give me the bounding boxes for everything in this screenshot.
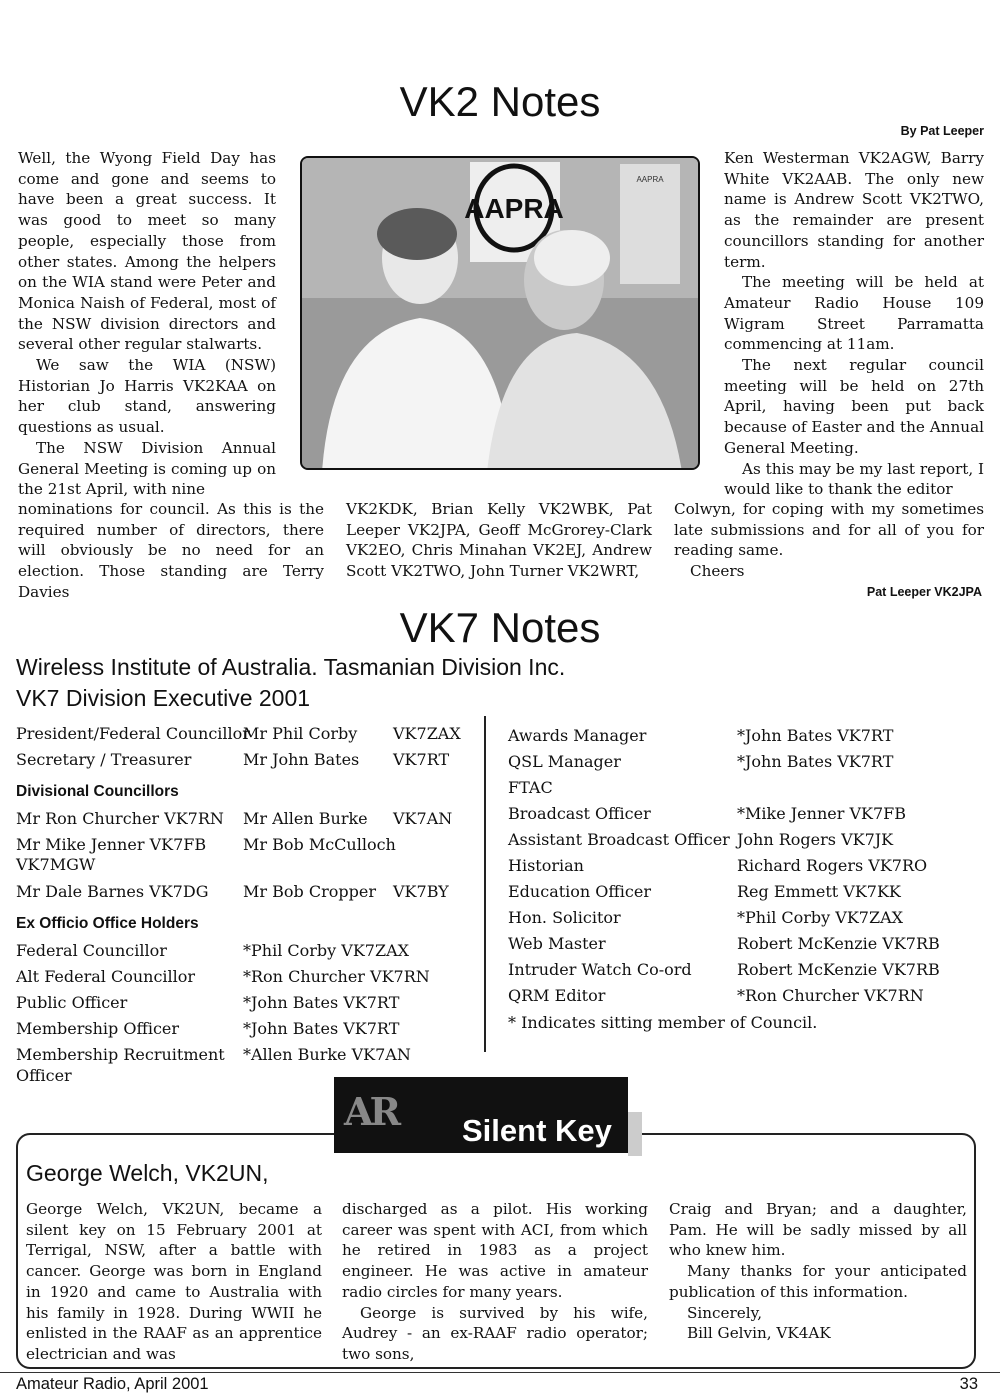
photo-poster-text: AAPRA (636, 175, 664, 184)
office-holder: Reg Emmett VK7KK (737, 882, 901, 901)
ex-officio-role: Membership Recruitment (16, 1045, 225, 1064)
office-holder: Robert McKenzie VK7RB (737, 960, 940, 979)
ar-logo: AR (344, 1089, 398, 1134)
obituary-col2-para-1: discharged as a pilot. His working career was spent with ACI, from which he retired in 1983 as a project engineer. He was active in amateur radio circles for many years. (342, 1200, 648, 1301)
silent-key-banner (334, 1077, 628, 1153)
ex-officio-role: Alt Federal Councillor (16, 967, 196, 986)
obituary-col2-para-2: George is survived by his wife, Audrey - an ex-RAAF radio operator; two sons, (342, 1303, 648, 1363)
obituary-heading: George Welch, VK2UN, (26, 1160, 269, 1186)
vk2-title: VK2 Notes (399, 78, 601, 125)
office-role: FTAC (508, 778, 553, 797)
obituary-col3-para-1: Craig and Bryan; and a daughter, Pam. He will be sadly missed by all who knew him. (669, 1200, 967, 1260)
vk2-col3-para-4: As this may be my last report, I would like to thank the editor (724, 459, 984, 499)
councillor-call: VK7BY (393, 882, 449, 901)
office-role: QRM Editor (508, 986, 606, 1005)
ex-officio-role: Public Officer (16, 993, 128, 1012)
vk7-name: Mr John Bates (243, 750, 360, 769)
obituary-signer: Bill Gelvin, VK4AK (687, 1324, 831, 1343)
divisional-councillors-heading: Divisional Councillors (16, 783, 179, 800)
vk7-call: VK7ZAX (393, 724, 461, 743)
vk2-col3-para-1: Ken Westerman VK2AGW, Barry White VK2AAB. The only new name is Andrew Scott VK2TWO, as the remainder are present councillors standing for another term. (724, 149, 984, 271)
councillor-left: Mr Mike Jenner VK7FB (16, 835, 207, 854)
vk7-role: Secretary / Treasurer (16, 750, 192, 769)
obituary-column-1: George Welch, VK2UN, became a silent key on 15 February 2001 at Terrigal, NSW, after a battle with cancer. George was born in England in 1920 and came to Australia with his family in 1928. During WWII he enlisted in the RAAF as an apprentice electrician and was (26, 1200, 322, 1363)
office-role: Historian (508, 856, 584, 875)
office-role: Intruder Watch Co-ord (508, 960, 692, 979)
councillor-name: Mr Allen Burke (243, 809, 368, 828)
obituary-sincerely: Sincerely, (687, 1303, 763, 1322)
ex-officio-role: Membership Officer (16, 1019, 180, 1038)
vk7-title: VK7 Notes (399, 604, 601, 651)
office-holder: Robert McKenzie VK7RB (737, 934, 940, 953)
office-role: QSL Manager (508, 752, 621, 771)
office-role: Education Officer (508, 882, 651, 901)
office-holder: *John Bates VK7RT (737, 726, 894, 745)
page-number: 33 (959, 1375, 978, 1393)
vk2-para-2: We saw the WIA (NSW) Historian Jo Harris VK2KAA on her club stand, answering questions as usual. (18, 356, 276, 437)
vk2-byline: By Pat Leeper (900, 124, 984, 138)
office-role: Web Master (508, 934, 606, 953)
vk2-column-2: VK2KDK, Brian Kelly VK2WBK, Pat Leeper VK2JPA, Geoff McGrorey-Clark VK2EO, Chris Minahan VK2EJ, Andrew Scott VK2TWO, John Turner VK2WRT, (346, 500, 652, 581)
vk7-role: President/Federal Councillor (16, 724, 250, 743)
banner-shadow (628, 1112, 642, 1156)
vk2-column-1-lower: nominations for council. As this is the required number of directors, there will obviously be no need for an election. Those standing are Terry Davies (18, 500, 324, 601)
vk2-cheers: Cheers (690, 562, 745, 580)
vk7-name: Mr Phil Corby (243, 724, 358, 743)
ex-officio-name: *Allen Burke VK7AN (243, 1045, 411, 1064)
column-divider (484, 716, 486, 1052)
office-role: Assistant Broadcast Officer (508, 830, 730, 849)
ex-officio-name: *Ron Churcher VK7RN (243, 967, 430, 986)
ex-officio-role-cont: Officer (16, 1066, 72, 1085)
office-holder: *Ron Churcher VK7RN (737, 986, 924, 1005)
councillor-name: Mr Bob Cropper (243, 882, 376, 901)
councillor-left-call: VK7MGW (16, 855, 96, 874)
vk7-exec-heading: VK7 Division Executive 2001 (16, 685, 311, 711)
councillor-left: Mr Ron Churcher VK7RN (16, 809, 224, 828)
vk2-column-1 (18, 148, 276, 500)
ex-officio-heading: Ex Officio Office Holders (16, 915, 199, 932)
office-holder: *Mike Jenner VK7FB (737, 804, 906, 823)
obituary-column-3 (669, 1199, 967, 1344)
ex-officio-role: Federal Councillor (16, 941, 167, 960)
office-holder: *Phil Corby VK7ZAX (737, 908, 904, 927)
vk2-para-1: Well, the Wyong Field Day has come and gone and seems to have been a great success. It was good to meet so many people, especially those from other states. Among the helpers on the WIA stand were Peter and Monica Naish of Federal, most of the NSW division directors and several other regular stalwarts. (18, 149, 276, 354)
vk7-org-name: Wireless Institute of Australia. Tasmanian Division Inc. (16, 654, 566, 680)
office-holder: John Rogers VK7JK (737, 830, 894, 849)
vk2-col3-para-3: The next regular council meeting will be held on 27th April, having been put back because of Easter and the Annual General Meeting. (724, 356, 984, 457)
vk2-col3-para-2: The meeting will be held at Amateur Radio House 109 Wigram Street Parramatta commencing at 11am. (724, 273, 984, 354)
obituary-col3-para-2: Many thanks for your anticipated publication of this information. (669, 1262, 967, 1301)
obituary-column-2 (342, 1199, 648, 1365)
vk2-para-3: The NSW Division Annual General Meeting is coming up on the 21st April, with nine (18, 438, 276, 499)
vk2-column-3-lower: Colwyn, for coping with my sometimes late submissions and for all of you for reading same. (674, 500, 984, 560)
ex-officio-name: *John Bates VK7RT (243, 1019, 400, 1038)
photo-sign-text: AAPRA (464, 193, 564, 224)
councillor-call: VK7AN (393, 809, 453, 828)
ex-officio-name: *Phil Corby VK7ZAX (243, 941, 410, 960)
office-holder: Richard Rogers VK7RO (737, 856, 928, 875)
ex-officio-name: *John Bates VK7RT (243, 993, 400, 1012)
office-role: Hon. Solicitor (508, 908, 621, 927)
footer-publication: Amateur Radio, April 2001 (16, 1375, 209, 1393)
vk7-call: VK7RT (393, 750, 450, 769)
vk2-column-3 (724, 148, 984, 500)
photo-illustration (302, 158, 700, 470)
council-footnote: * Indicates sitting member of Council. (508, 1013, 818, 1032)
office-role: Broadcast Officer (508, 804, 651, 823)
vk2-signoff: Pat Leeper VK2JPA (866, 585, 982, 599)
office-role: Awards Manager (508, 726, 647, 745)
footer-rule (0, 1372, 1000, 1373)
councillor-name: Mr Bob McCulloch (243, 835, 396, 854)
office-holder: *John Bates VK7RT (737, 752, 894, 771)
councillor-left: Mr Dale Barnes VK7DG (16, 882, 209, 901)
vk2-photo (300, 156, 700, 470)
silent-key-title: Silent Key (462, 1113, 612, 1148)
